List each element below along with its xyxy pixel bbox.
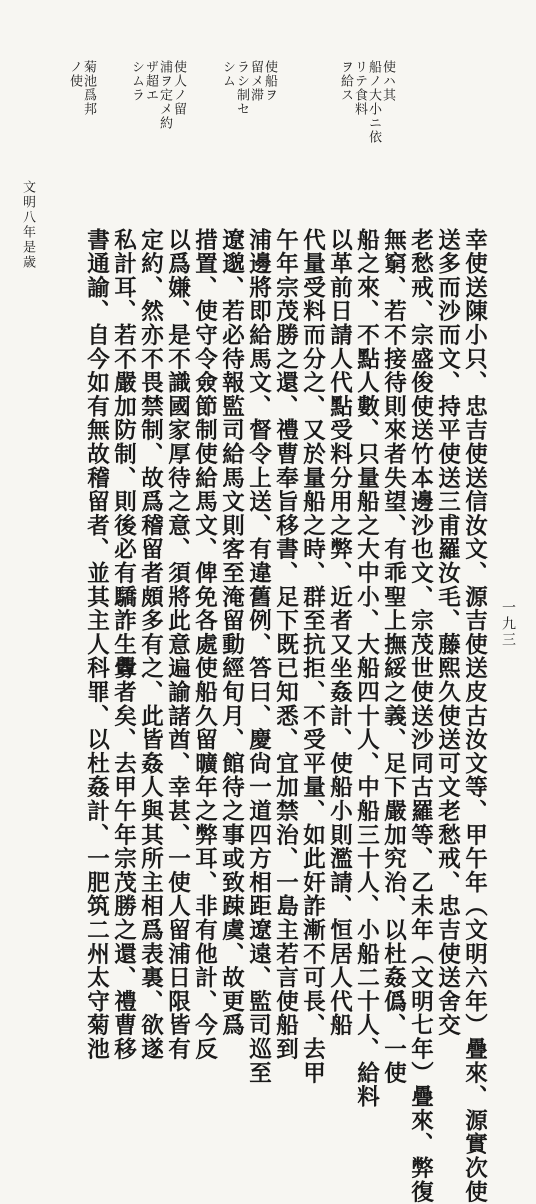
margin-note: シムラ [129, 60, 144, 102]
body-line: 幸使送陳小只、忠吉使送信汝文、源吉使送皮古汝文等、甲午年（文明六年）疊來、源實次使 [461, 228, 488, 1204]
body-line: 船之來、不點人數、只量船之大中小、大船四十人、中船三十人、小船二十人、給料 [353, 228, 380, 1109]
margin-note: 使ハ其 [380, 60, 395, 102]
margin-note: 菊池爲邦 [81, 60, 96, 116]
body-line: 以爲嫌、是不識國家厚待之意、須將此意遍諭諸酋、幸甚、一使人留浦日限皆有 [164, 228, 191, 1061]
body-line: 私計耳、若不嚴加防制、則後必有驕詐生釁者矣、去甲午年宗茂勝之還、禮曹移 [110, 228, 137, 1061]
body-line: 代量受料而分之、又於量船之時、群至抗拒、不受平量、如此奸詐漸不可長、去甲 [299, 228, 326, 1085]
body-line: 定約、然亦不畏禁制、故爲稽留者頗多有之、此皆姦人與其所主相爲表裏、欲遂 [137, 228, 164, 1061]
margin-note: 使船ヲ [262, 60, 277, 102]
body-line: 浦邊將即給馬文、督令上送、有違舊例、答曰、慶尙一道四方相距遼遠、監司巡至 [245, 228, 272, 1085]
margin-note: 使人ノ留 [171, 60, 186, 116]
margin-note: 浦ヲ定メ約 [157, 60, 172, 130]
margin-note: ノ使 [67, 60, 82, 88]
margin-note: 船ノ大小ニ依 [366, 60, 381, 144]
body-line: 無窮、若不接待則來者失望、有乖聖上撫綏之義、足下嚴加究治、以杜姦僞、一使 [380, 228, 407, 1085]
body-line: 以革前日請人代點受料分用之弊、近者又坐姦計、使船小則濫請、恒居人代船 [326, 228, 353, 1038]
margin-note: ヲ給ス [338, 60, 353, 102]
running-header: 文明八年是歳 [20, 180, 35, 270]
body-line: 遼邈、若必待報監司給馬文則客至淹留動經旬月、館待之事或致踈虞、故更爲 [218, 228, 245, 1038]
body-line: 送多而沙而文、持平使送三甫羅汝毛、藤熙久使送可文老愁戒、忠吉使送舍交 [434, 228, 461, 1038]
margin-note: リテ食料 [352, 60, 367, 116]
body-line: 老愁戒、宗盛俊使送竹本邊沙也文、宗茂世使送沙同古羅等、乙未年（文明七年）疊來、弊復 [407, 228, 434, 1204]
body-line: 書通諭、自今如有無故稽留者、並其主人科罪、以杜姦計、一肥筑二州太守菊池 [83, 228, 110, 1061]
margin-note: 留メ滞 [248, 60, 263, 102]
body-line: 措置、使守令僉節制使給馬文、俾免各處使船久留曠年之弊耳、非有他計、今反 [191, 228, 218, 1061]
page-number: 一九三 [500, 600, 516, 648]
body-line: 午年宗茂勝之還、禮曹奉旨移書、足下既已知悉、宜加禁治、一島主若言使船到 [272, 228, 299, 1061]
margin-note: ザ超エ [143, 60, 158, 102]
margin-note: ラシ制セ [234, 60, 249, 116]
margin-note: シム [220, 60, 235, 88]
